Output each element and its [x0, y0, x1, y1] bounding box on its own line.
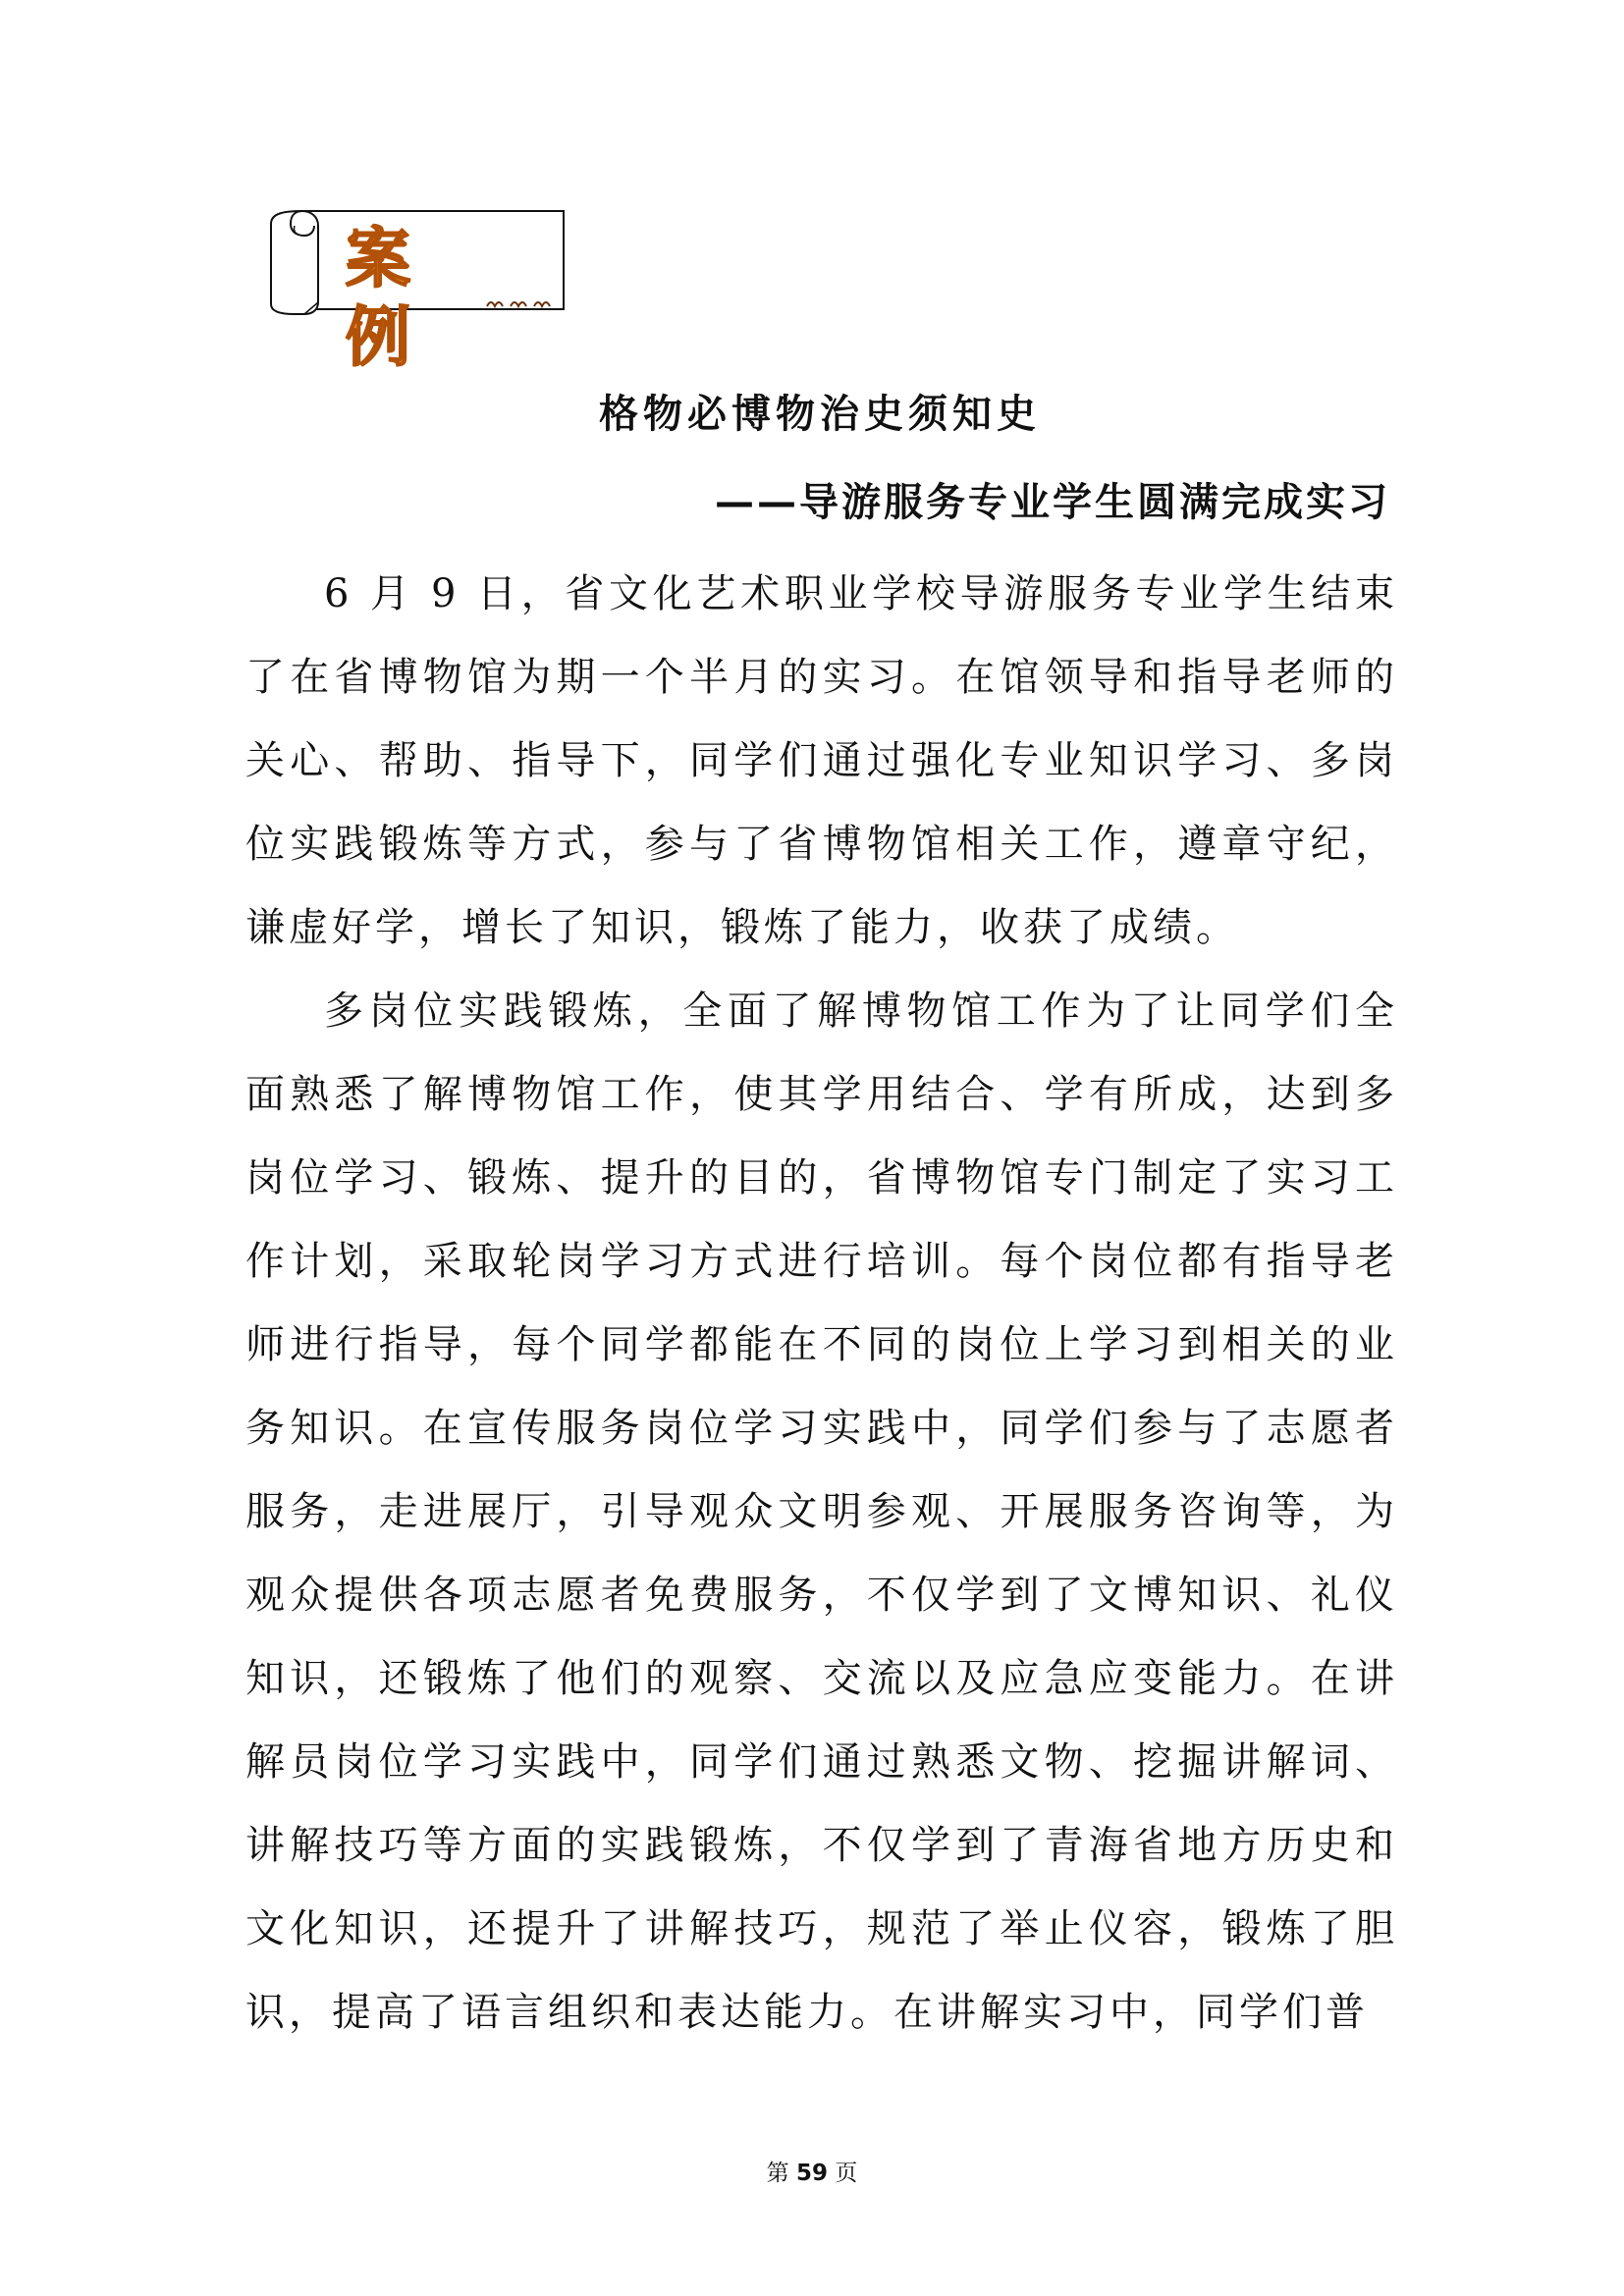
article-body [245, 553, 1398, 2055]
page-footer [0, 2155, 1624, 2187]
article-subtitle: ——导游服务专业学生圆满完成实习 [715, 480, 1390, 525]
page-number: 59 [795, 2161, 828, 2186]
case-banner [265, 206, 569, 375]
paragraph: 多岗位实践锻炼，全面了解博物馆工作为了让同学们全面熟悉了解博物馆工作，使其学用结合、学有所成，达到多岗位学习、锻炼、提升的目的，省博物馆专门制定了实习工作计划，采取轮岗学习方式进行培训。每个岗位都有指导老师进行指导，每个同学都能在不同的岗位上学习到相关的业务知识。在宣传服务岗位学习实践中，同学们参与了志愿者服务，走进展厅，引导观众文明参观、开展服务咨询等，为观众提供各项志愿者免费服务，不仅学到了文博知识、礼仪知识，还锻炼了他们的观察、交流以及应急应变能力。在讲解员岗位学习实践中，同学们通过熟悉文物、挖掘讲解词、讲解技巧等方面的实践锻炼，不仅学到了青海省地方历史和文化知识，还提升了讲解技巧，规范了举止仪容，锻炼了胆识，提高了语言组织和表达能力。在讲解实习中，同学们普 [245, 988, 1398, 2035]
article-title: 格物必博物治史须知史 [599, 392, 1041, 437]
page-prefix: 第 [766, 2161, 789, 2186]
paragraph: 6 月 9 日，省文化艺术职业学校导游服务专业学生结束了在省博物馆为期一个半月的实习。在馆领导和指导老师的关心、帮助、指导下，同学们通过强化专业知识学习、多岗位实践锻炼等方式，参与了省博物馆相关工作，遵章守纪，谦虚好学，增长了知识，锻炼了能力，收获了成绩。 [245, 571, 1398, 950]
case-label: 案 例 [346, 221, 450, 375]
page-suffix: 页 [835, 2161, 858, 2186]
